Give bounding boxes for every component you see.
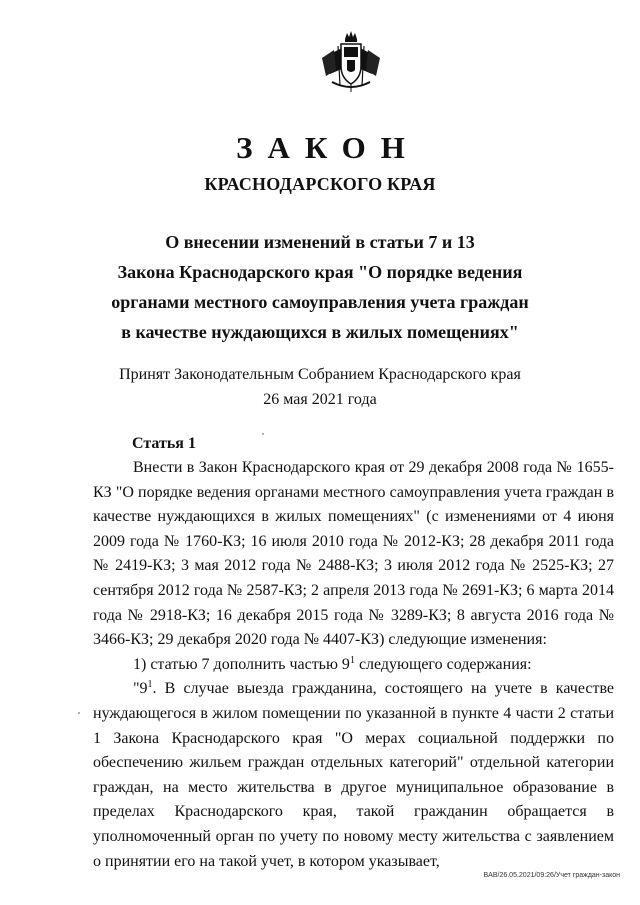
law-title: ЗАКОН [236,130,420,165]
article-body [93,456,614,874]
item-1-paragraph [93,653,614,678]
adopted-date: 26 мая 2021 года [263,391,377,408]
item-1-text-end: следующего содержания: [354,655,532,673]
adopted-line: Принят Законодательным Собранием Краснодарского края [119,366,521,383]
adoption-info [0,362,640,412]
region-title: КРАСНОДАРСКОГО КРАЯ [204,174,436,194]
intro-paragraph: Внести в Закон Краснодарского края от 29 декабря 2008 года № 1655-КЗ "О порядке ведения органами местного самоуправления учета граждан в качестве нуждающихся в жилых помещениях" (с изменениями от 4 июня 2009 года № 1760-КЗ; 16 июля 2010 года № 2012-КЗ; 28 декабря 2011 года № 2419-КЗ; 3 мая 2012 года № 2488-КЗ; 3 июля 2012 года № 2525-КЗ; 27 сентября 2012 года № 2587-КЗ; 2 апреля 2013 года № 2691-КЗ; 6 марта 2014 года № 2918-КЗ; 16 декабря 2015 года № 3289-КЗ; 8 августа 2016 года № 3466-КЗ; 29 декабря 2020 года № 4407-КЗ) следующие изменения: [93,459,614,649]
scan-speck [78,712,80,714]
heading-line: в качестве нуждающихся в жилых помещениях" [121,322,519,342]
quote-paragraph [93,677,614,874]
footer-code: BAB/26.05.2021/09:26/Учет граждан-закон [483,872,620,879]
heading-line: Закона Краснодарского края "О порядке ведения [117,262,523,282]
quote-text: . В случае выезда гражданина, состоящего на учете в качестве нуждающегося в жилом помещении по указанной в пункте 4 части 2 статьи 1 Закона Краснодарского края "О мерах социальной поддержки по обеспечению жильем граждан отдельных категорий" отдельной категории граждан, на место жительства в другое муниципальное образование в пределах Краснодарского края, такой гражданин обращается в уполномоченный орган по учету по новому месту жительства с заявлением о принятии его на такой учет, в котором указывает, [93,680,614,870]
article-heading: Статья 1 [132,435,196,452]
scan-speck [262,433,264,435]
heading-line: органами местного самоуправления учета граждан [111,292,529,312]
quote-number: "9 [133,680,148,698]
item-1-text: 1) статью 7 дополнить частью 9 [133,655,350,673]
quote-superscript: 1 [147,679,153,691]
heading-line: О внесении изменений в статьи 7 и 13 [165,232,475,252]
law-heading [0,227,640,347]
item-1-superscript: 1 [349,654,355,666]
krasnodar-coat-of-arms-icon [318,30,384,94]
